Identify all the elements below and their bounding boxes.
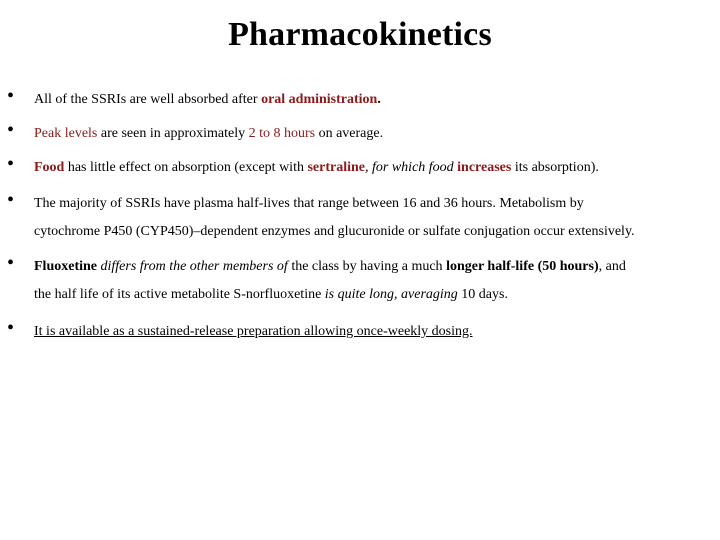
text-run: has little effect on absorption (except with (64, 160, 308, 175)
text-run: its absorption). (511, 160, 599, 175)
text-run: All of the SSRIs are well absorbed after (34, 92, 262, 107)
text-run: the class by having a much (287, 259, 447, 274)
bullet-text (34, 253, 716, 309)
text-run-italic: differs from the other members of (97, 259, 288, 274)
bullet-dot: • (7, 119, 15, 141)
highlight-food: Food (34, 160, 65, 175)
text-run: are seen in approximately (100, 126, 249, 141)
text-run: . (377, 92, 381, 107)
highlight-hours: 2 to 8 hours (248, 126, 316, 141)
text-run-underlined: It is available as a sustained-release preparation allowing once-weekly dosing. (34, 324, 473, 339)
highlight-peak-levels: Peak levels (34, 126, 101, 141)
highlight-sertraline: sertraline (307, 160, 365, 175)
text-run: , and (598, 259, 626, 274)
bullet-dot: • (7, 317, 15, 339)
text-run-italic: , for which food (365, 160, 458, 175)
bullet-text (34, 86, 716, 114)
text-run: 10 days. (457, 287, 508, 302)
highlight-oral-administration: oral administration (261, 92, 378, 107)
bullet-text (34, 154, 716, 182)
slide-title: Pharmacokinetics (228, 16, 492, 53)
text-run: on average. (315, 126, 384, 141)
bullet-text (34, 190, 716, 246)
bullet-text (34, 318, 716, 346)
text-run-italic: is quite long, averaging (324, 287, 458, 302)
text-line: cytochrome P450 (CYP450)–dependent enzymes and glucuronide or sulfate conjugation occur extensively. (34, 224, 635, 239)
text-run: the half life of its active metabolite S-norfluoxetine (34, 287, 325, 302)
bullet-dot: • (7, 189, 15, 211)
bullet-dot: • (7, 153, 15, 175)
bullet-text (34, 120, 716, 148)
highlight-longer-half-life: longer half-life (50 hours) (446, 259, 599, 274)
highlight-fluoxetine: Fluoxetine (34, 259, 97, 274)
text-line (34, 281, 716, 309)
text-line (34, 253, 716, 281)
bullet-dot: • (7, 85, 15, 107)
highlight-increases: increases (457, 160, 512, 175)
text-line: The majority of SSRIs have plasma half-lives that range between 16 and 36 hours. Metabolism by (34, 196, 584, 211)
bullet-dot: • (7, 252, 15, 274)
